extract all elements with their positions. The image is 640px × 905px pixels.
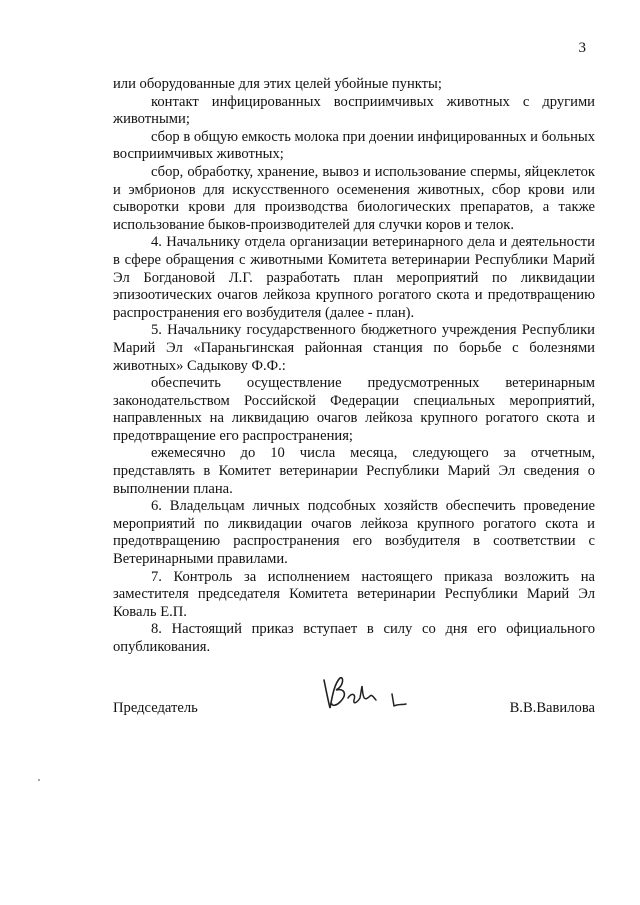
paragraph-milk: сбор в общую емкость молока при доении инфицированных и больных восприимчивых животных; (113, 128, 595, 163)
scan-speck (38, 779, 40, 781)
paragraph-contact: контакт инфицированных восприимчивых животных с другими животными; (113, 93, 595, 128)
document-body (113, 76, 595, 657)
paragraph-monthly: ежемесячно до 10 числа месяца, следующего за отчетным, представлять в Комитет ветеринарии Республики Марий Эл сведения о выполнении плана. (113, 445, 595, 497)
paragraph-item-8: 8. Настоящий приказ вступает в силу со дня его официального опубликования. (113, 621, 595, 655)
paragraph-item-7: 7. Контроль за исполнением настоящего приказа возложить на заместителя председателя Комитета ветеринарии Республики Марий Эл Коваль Е.П. (113, 568, 595, 620)
paragraph-item-6: 6. Владельцам личных подсобных хозяйств обеспечить проведение мероприятий по ликвидации очагов лейкоза крупного рогатого скота и предотвращению распространения его возбудителя в соответствии с Ветеринарными правилами. (113, 498, 595, 568)
paragraph-continuation: или оборудованные для этих целей убойные пункты; (113, 76, 442, 92)
handwritten-signature (318, 672, 413, 714)
page-number: 3 (578, 40, 586, 56)
signer-name: В.В.Вавилова (509, 700, 595, 716)
paragraph-sperm: сбор, обработку, хранение, вывоз и использование спермы, яйцеклеток и эмбрионов для искусственного осеменения животных, сбор крови или сыворотки крови для производства биологических препаратов, а также использование быков-производителей для случки коров и телок. (113, 163, 595, 233)
paragraph-item-5: 5. Начальнику государственного бюджетного учреждения Республики Марий Эл «Параньгинская районная станция по борьбе с болезнями животных» Садыкову Ф.Ф.: (113, 322, 595, 374)
paragraph-item-4: 4. Начальнику отдела организации ветеринарного дела и деятельности в сфере обращения с животными Комитета ветеринарии Республики Марий Эл Богдановой Л.Г. разработать план мероприятий по ликвидации эпизоотических очагов лейкоза крупного рогатого скота и предотвращению распространения его возбудителя (далее - план). (113, 234, 595, 321)
signer-title: Председатель (113, 700, 198, 716)
paragraph-ensure: обеспечить осуществление предусмотренных ветеринарным законодательством Российской Федерации специальных мероприятий, направленных на ликвидацию очагов лейкоза крупного рогатого скота и предотвращение его распространения; (113, 375, 595, 444)
